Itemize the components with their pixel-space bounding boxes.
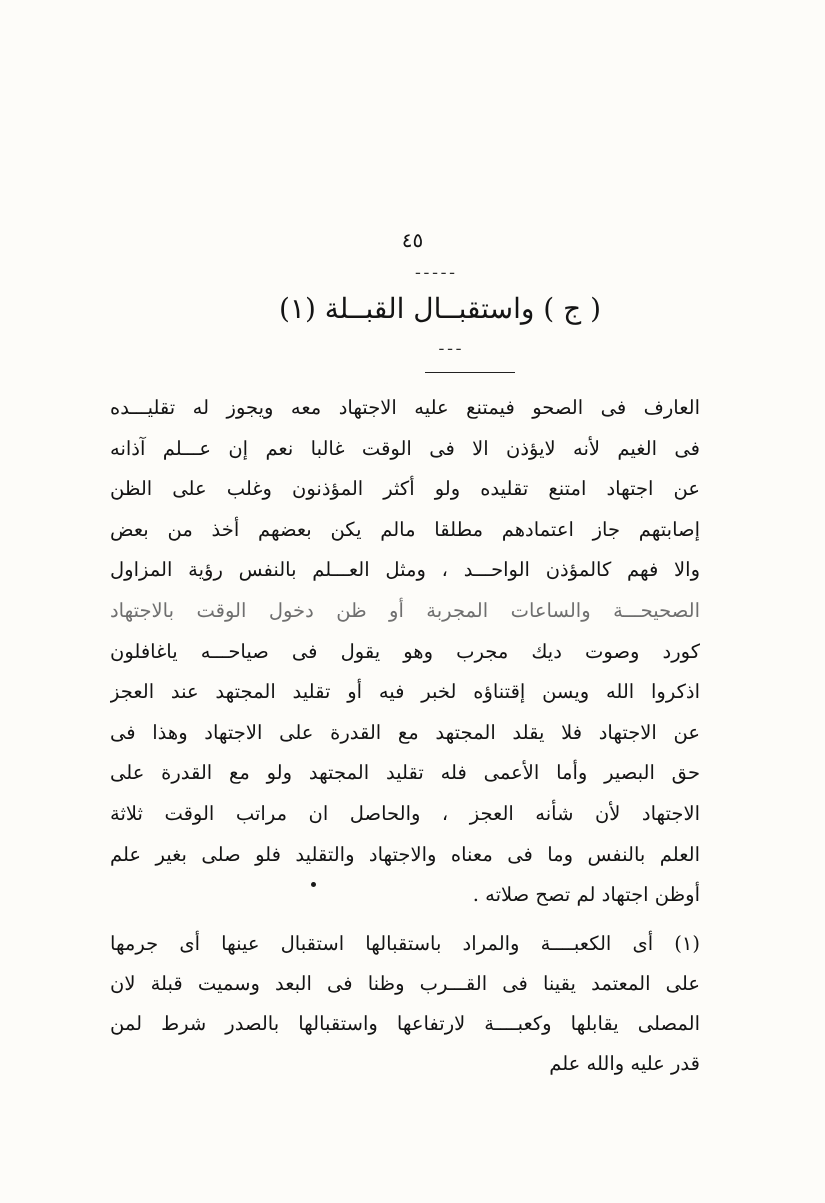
- text-line: اذكروا الله ويسن إقتناؤه لخبر فيه أو تقليد المجتهد عند العجز: [110, 680, 700, 704]
- text-line: الاجتهاد لأن شأنه العجز ، والحاصل ان مراتب الوقت ثلاثة: [110, 801, 700, 825]
- footnote-line: (١) أى الكعبــــة والمراد باستقبالها استقبال عينها أى جرمها: [110, 932, 700, 955]
- text-line: العارف فى الصحو فيمتنع عليه الاجتهاد معه ويجوز له تقليـــده: [110, 396, 700, 419]
- text-line: فى الغيم لأنه لايؤذن الا فى الوقت غالبا نعم إن عـــلم آذانه: [110, 436, 700, 460]
- page-number: ٤٥: [401, 228, 424, 252]
- main-text: [110, 388, 700, 916]
- section-title: ( ج ) واستقبــال القبــلة (١): [278, 292, 602, 325]
- text-line: حق البصير وأما الأعمى فله تقليد المجتهد ولو مع القدرة على: [110, 761, 700, 785]
- footnote-line: على المعتمد يقينا فى القـــرب وظنا فى البعد وسميت قبلة لان: [110, 972, 700, 995]
- section-divider: [425, 372, 515, 373]
- text-line: عن الاجتهاد فلا يقلد المجتهد مع القدرة على الاجتهاد وهذا فى: [110, 720, 700, 744]
- footnote-line: قدر عليه والله علم: [549, 1052, 700, 1075]
- text-line: العلم بالنفس وما فى معناه والاجتهاد والتقليد فلو صلى بغير علم: [110, 842, 700, 866]
- text-line: والا فهم كالمؤذن الواحـــد ، ومثل العـــلم بالنفس رؤية المزاول: [110, 558, 700, 582]
- title-decoration-bottom: ـ ـ ـ: [439, 338, 461, 354]
- footnote-line: المصلى يقابلها وكعبــــة لارتفاعها واستقبالها بالصدر شرط لمن: [110, 1012, 700, 1035]
- footnote: [110, 924, 700, 1084]
- text-line: عن اجتهاد امتنع تقليده ولو أكثر المؤذنون وغلب على الظن: [110, 477, 700, 501]
- text-line: كورد وصوت ديك مجرب وهو يقول فى صياحـــه ياغافلون: [110, 639, 700, 663]
- text-line: الصحيحـــة والساعات المجربة أو ظن دخول الوقت بالاجتهاد: [110, 598, 700, 622]
- text-line: أوظن اجتهاد لم تصح صلاته .: [472, 883, 700, 907]
- title-decoration-top: ـ ـ ـ ـ ـ: [415, 262, 455, 278]
- ink-dot: [311, 882, 316, 887]
- text-line: إصابتهم جاز اعتمادهم مطلقا مالم يكن بعضهم أخذ من بعض: [110, 517, 700, 541]
